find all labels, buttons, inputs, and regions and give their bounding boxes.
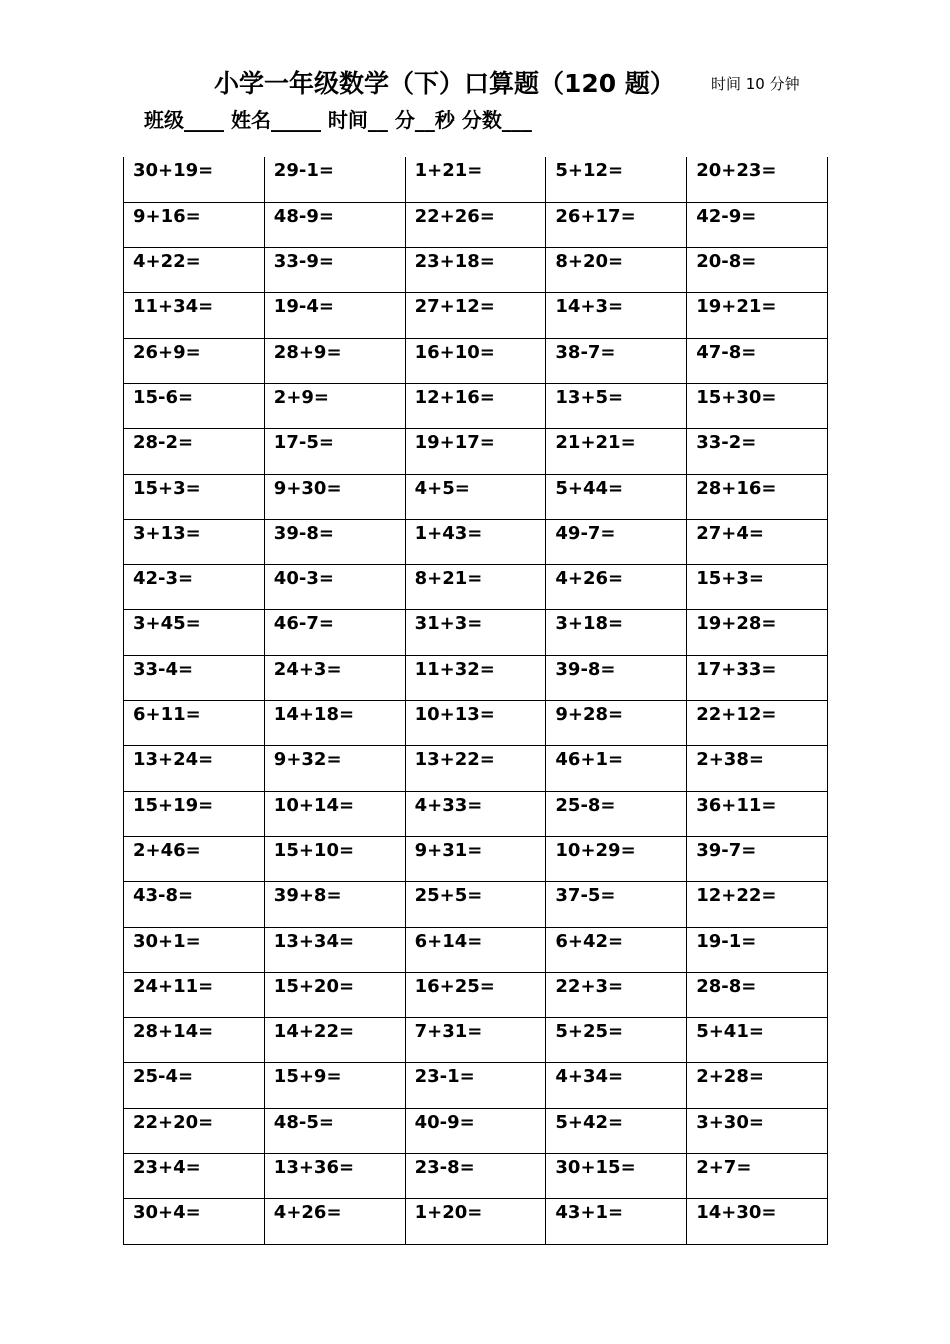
problem-row: [124, 610, 828, 655]
problem-cell: 28+14=: [124, 1018, 265, 1063]
problem-cell: 23-8=: [405, 1154, 546, 1199]
problem-cell: 39+8=: [264, 882, 405, 927]
problem-cell: 22+20=: [124, 1108, 265, 1153]
problem-cell: 30+15=: [546, 1154, 687, 1199]
problem-cell: 2+38=: [687, 746, 828, 791]
problem-row: [124, 1154, 828, 1199]
problem-cell: 19+21=: [687, 293, 828, 338]
problem-cell: 13+34=: [264, 927, 405, 972]
problem-cell: 15+20=: [264, 972, 405, 1017]
problem-cell: 2+46=: [124, 836, 265, 881]
problem-row: [124, 202, 828, 247]
problem-cell: 4+22=: [124, 248, 265, 293]
problem-cell: 10+13=: [405, 701, 546, 746]
problem-cell: 23-1=: [405, 1063, 546, 1108]
problem-row: [124, 338, 828, 383]
problem-cell: 15+10=: [264, 836, 405, 881]
problem-cell: 5+25=: [546, 1018, 687, 1063]
problem-cell: 40-9=: [405, 1108, 546, 1153]
header: [0, 64, 950, 104]
problem-cell: 15+9=: [264, 1063, 405, 1108]
problem-cell: 6+42=: [546, 927, 687, 972]
problem-cell: 15+19=: [124, 791, 265, 836]
problem-cell: 16+10=: [405, 338, 546, 383]
problem-row: [124, 565, 828, 610]
problem-cell: 20+23=: [687, 157, 828, 202]
problem-cell: 3+13=: [124, 519, 265, 564]
problem-cell: 16+25=: [405, 972, 546, 1017]
problem-cell: 15+3=: [124, 474, 265, 519]
problem-cell: 49-7=: [546, 519, 687, 564]
problem-cell: 24+3=: [264, 655, 405, 700]
problem-cell: 20-8=: [687, 248, 828, 293]
problem-cell: 5+44=: [546, 474, 687, 519]
problem-cell: 25-8=: [546, 791, 687, 836]
problem-row: [124, 746, 828, 791]
problem-cell: 11+32=: [405, 655, 546, 700]
problem-cell: 39-8=: [546, 655, 687, 700]
problem-row: [124, 157, 828, 202]
problem-cell: 2+28=: [687, 1063, 828, 1108]
problem-cell: 13+24=: [124, 746, 265, 791]
problem-cell: 37-5=: [546, 882, 687, 927]
problem-cell: 30+1=: [124, 927, 265, 972]
problem-cell: 22+26=: [405, 202, 546, 247]
problem-cell: 13+22=: [405, 746, 546, 791]
time-limit-note: 时间 10 分钟: [711, 75, 800, 93]
problem-cell: 12+22=: [687, 882, 828, 927]
problem-cell: 14+18=: [264, 701, 405, 746]
problem-cell: 27+12=: [405, 293, 546, 338]
problem-cell: 3+30=: [687, 1108, 828, 1153]
problem-cell: 8+20=: [546, 248, 687, 293]
problem-cell: 24+11=: [124, 972, 265, 1017]
problem-cell: 28-8=: [687, 972, 828, 1017]
problem-cell: 22+12=: [687, 701, 828, 746]
problem-cell: 2+7=: [687, 1154, 828, 1199]
problem-cell: 7+31=: [405, 1018, 546, 1063]
problem-cell: 28-2=: [124, 429, 265, 474]
problem-cell: 38-7=: [546, 338, 687, 383]
problem-cell: 4+26=: [546, 565, 687, 610]
problem-cell: 4+5=: [405, 474, 546, 519]
problem-cell: 15-6=: [124, 383, 265, 428]
problem-cell: 14+30=: [687, 1199, 828, 1244]
problem-cell: 39-8=: [264, 519, 405, 564]
problem-cell: 39-7=: [687, 836, 828, 881]
problem-row: [124, 383, 828, 428]
problem-row: [124, 701, 828, 746]
problem-cell: 9+32=: [264, 746, 405, 791]
problem-row: [124, 248, 828, 293]
problem-grid: [123, 157, 828, 1245]
problem-row: [124, 972, 828, 1017]
problem-row: [124, 429, 828, 474]
problem-row: [124, 1018, 828, 1063]
problem-row: [124, 1063, 828, 1108]
problem-cell: 9+30=: [264, 474, 405, 519]
problem-cell: 5+41=: [687, 1018, 828, 1063]
problem-cell: 28+16=: [687, 474, 828, 519]
problem-cell: 48-9=: [264, 202, 405, 247]
problem-cell: 2+9=: [264, 383, 405, 428]
problem-cell: 9+28=: [546, 701, 687, 746]
problem-row: [124, 1108, 828, 1153]
problem-cell: 3+45=: [124, 610, 265, 655]
problem-cell: 19+17=: [405, 429, 546, 474]
problem-row: [124, 474, 828, 519]
page-title: 小学一年级数学（下）口算题（120 题）: [214, 69, 675, 98]
student-info-line: 班级____ 姓名_____ 时间__ 分__秒 分数___: [144, 108, 532, 132]
problem-cell: 14+3=: [546, 293, 687, 338]
problem-cell: 21+21=: [546, 429, 687, 474]
problem-cell: 8+21=: [405, 565, 546, 610]
problem-cell: 17+33=: [687, 655, 828, 700]
problem-cell: 6+14=: [405, 927, 546, 972]
problem-cell: 23+4=: [124, 1154, 265, 1199]
problem-cell: 27+4=: [687, 519, 828, 564]
problem-cell: 4+33=: [405, 791, 546, 836]
problem-cell: 15+30=: [687, 383, 828, 428]
problem-cell: 33-9=: [264, 248, 405, 293]
problem-cell: 42-3=: [124, 565, 265, 610]
problem-cell: 1+43=: [405, 519, 546, 564]
problem-row: [124, 519, 828, 564]
problem-cell: 33-2=: [687, 429, 828, 474]
problem-cell: 10+14=: [264, 791, 405, 836]
problem-cell: 1+20=: [405, 1199, 546, 1244]
problem-cell: 10+29=: [546, 836, 687, 881]
problem-cell: 23+18=: [405, 248, 546, 293]
problem-cell: 46+1=: [546, 746, 687, 791]
problem-cell: 25+5=: [405, 882, 546, 927]
problem-row: [124, 655, 828, 700]
problem-cell: 17-5=: [264, 429, 405, 474]
problem-cell: 48-5=: [264, 1108, 405, 1153]
problem-cell: 4+34=: [546, 1063, 687, 1108]
problem-cell: 9+16=: [124, 202, 265, 247]
problem-cell: 26+9=: [124, 338, 265, 383]
problem-cell: 13+5=: [546, 383, 687, 428]
problem-cell: 3+18=: [546, 610, 687, 655]
problem-cell: 11+34=: [124, 293, 265, 338]
problem-cell: 9+31=: [405, 836, 546, 881]
problem-row: [124, 927, 828, 972]
problem-cell: 19-1=: [687, 927, 828, 972]
problem-cell: 12+16=: [405, 383, 546, 428]
problem-cell: 26+17=: [546, 202, 687, 247]
problem-row: [124, 791, 828, 836]
problem-row: [124, 293, 828, 338]
problem-cell: 31+3=: [405, 610, 546, 655]
problem-cell: 43-8=: [124, 882, 265, 927]
problem-cell: 4+26=: [264, 1199, 405, 1244]
problem-cell: 5+12=: [546, 157, 687, 202]
problem-cell: 25-4=: [124, 1063, 265, 1108]
problem-cell: 6+11=: [124, 701, 265, 746]
problem-cell: 28+9=: [264, 338, 405, 383]
problem-cell: 14+22=: [264, 1018, 405, 1063]
problem-row: [124, 1199, 828, 1244]
problem-cell: 46-7=: [264, 610, 405, 655]
problem-cell: 5+42=: [546, 1108, 687, 1153]
problem-cell: 36+11=: [687, 791, 828, 836]
problem-cell: 13+36=: [264, 1154, 405, 1199]
problem-cell: 47-8=: [687, 338, 828, 383]
problem-cell: 1+21=: [405, 157, 546, 202]
problem-cell: 33-4=: [124, 655, 265, 700]
problem-cell: 43+1=: [546, 1199, 687, 1244]
problem-cell: 19+28=: [687, 610, 828, 655]
problem-row: [124, 882, 828, 927]
problem-cell: 30+19=: [124, 157, 265, 202]
problem-cell: 42-9=: [687, 202, 828, 247]
problem-row: [124, 836, 828, 881]
problem-cell: 30+4=: [124, 1199, 265, 1244]
problem-cell: 29-1=: [264, 157, 405, 202]
problem-cell: 40-3=: [264, 565, 405, 610]
problem-cell: 22+3=: [546, 972, 687, 1017]
problem-cell: 19-4=: [264, 293, 405, 338]
problem-cell: 15+3=: [687, 565, 828, 610]
